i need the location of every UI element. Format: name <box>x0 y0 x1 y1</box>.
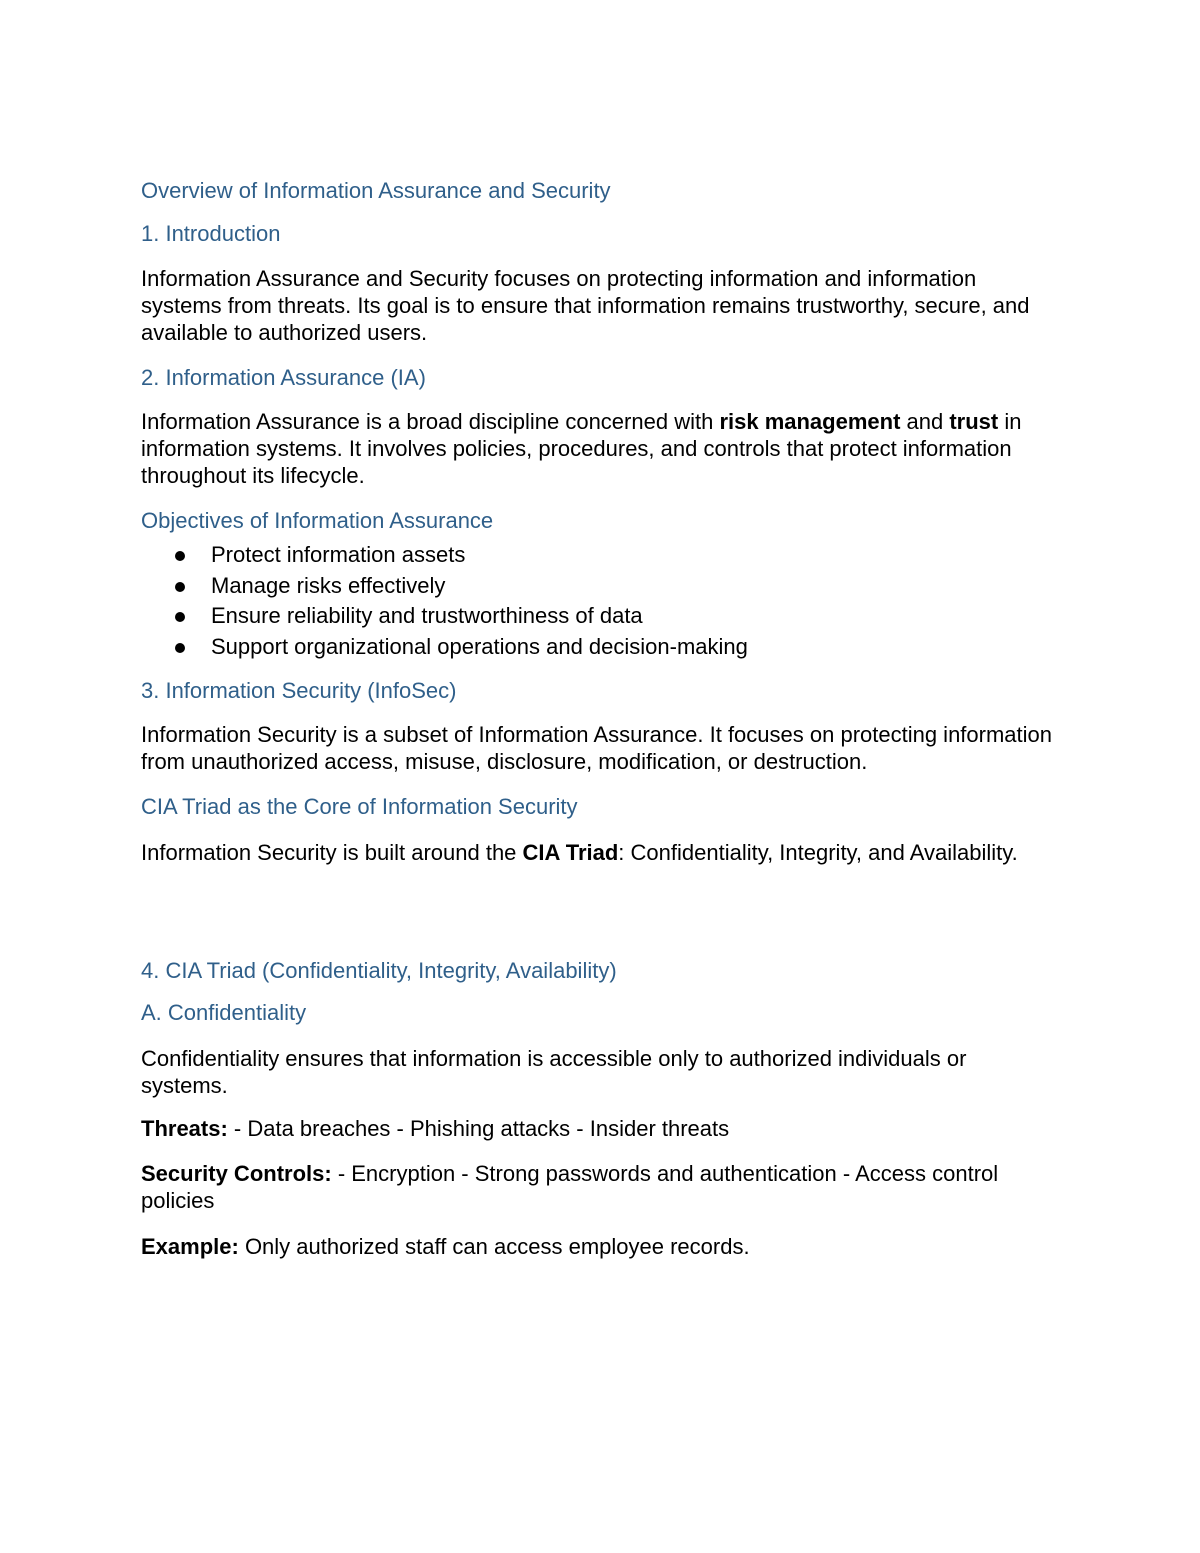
controls-label: Security Controls: <box>141 1161 332 1186</box>
paragraph-threats <box>141 1115 1056 1142</box>
list-item <box>141 633 748 664</box>
list-item <box>141 541 748 572</box>
list-item-text: Ensure reliability and trustworthiness of data <box>211 603 643 628</box>
threats-text: - Data breaches - Phishing attacks - Insider threats <box>227 1116 730 1141</box>
ia-bold-risk-management: risk management <box>719 409 901 434</box>
example-label: Example: <box>141 1234 239 1259</box>
objectives-list <box>141 541 748 663</box>
heading-information-assurance: 2. Information Assurance (IA) <box>141 365 426 390</box>
heading-cia-triad: 4. CIA Triad (Confidentiality, Integrity, Availability) <box>141 958 617 983</box>
cia-core-text-2: : Confidentiality, Integrity, and Availability. <box>618 840 1018 865</box>
heading-cia-core: CIA Triad as the Core of Information Security <box>141 794 578 819</box>
heading-objectives: Objectives of Information Assurance <box>141 508 494 533</box>
bullet-icon <box>175 643 185 653</box>
heading-information-security: 3. Information Security (InfoSec) <box>141 678 457 703</box>
list-item-text: Protect information assets <box>211 542 466 567</box>
cia-core-bold-cia-triad: CIA Triad <box>522 840 619 865</box>
bullet-icon <box>175 612 185 622</box>
document-page <box>141 0 1061 1553</box>
list-item-text: Support organizational operations and decision-making <box>211 633 748 659</box>
paragraph-cia-core <box>141 839 1056 866</box>
example-text: Only authorized staff can access employee records. <box>238 1234 750 1259</box>
threats-label: Threats: <box>141 1116 228 1141</box>
document-title: Overview of Information Assurance and Security <box>141 178 611 203</box>
ia-bold-trust: trust <box>949 409 999 434</box>
paragraph-example <box>141 1233 1056 1260</box>
list-item <box>141 572 748 603</box>
cia-core-text-1: Information Security is built around the <box>141 840 523 865</box>
paragraph-confidentiality: Confidentiality ensures that information is accessible only to authorized individuals or systems. <box>141 1046 967 1098</box>
bullet-icon <box>175 551 185 561</box>
paragraph-information-assurance <box>141 408 1056 489</box>
ia-text-2: and <box>900 409 950 434</box>
list-item-text: Manage risks effectively <box>211 572 446 598</box>
ia-text-3: in information systems. It involves policies, procedures, and controls that protect information throughout its lifecycle. <box>141 409 1022 488</box>
paragraph-security-controls <box>141 1160 1056 1214</box>
ia-text-1: Information Assurance is a broad discipline concerned with <box>141 409 720 434</box>
bullet-icon <box>175 582 185 592</box>
paragraph-introduction: Information Assurance and Security focuses on protecting information and information systems from threats. Its goal is to ensure that information remains trustworthy, secure, and available to authorized users. <box>141 266 1030 345</box>
controls-text: - Encryption - Strong passwords and authentication - Access control policies <box>141 1161 999 1213</box>
heading-confidentiality: A. Confidentiality <box>141 1000 307 1025</box>
list-item <box>141 602 748 633</box>
paragraph-information-security: Information Security is a subset of Information Assurance. It focuses on protecting information from unauthorized access, misuse, disclosure, modification, or destruction. <box>141 722 1053 774</box>
heading-introduction: 1. Introduction <box>141 221 281 246</box>
